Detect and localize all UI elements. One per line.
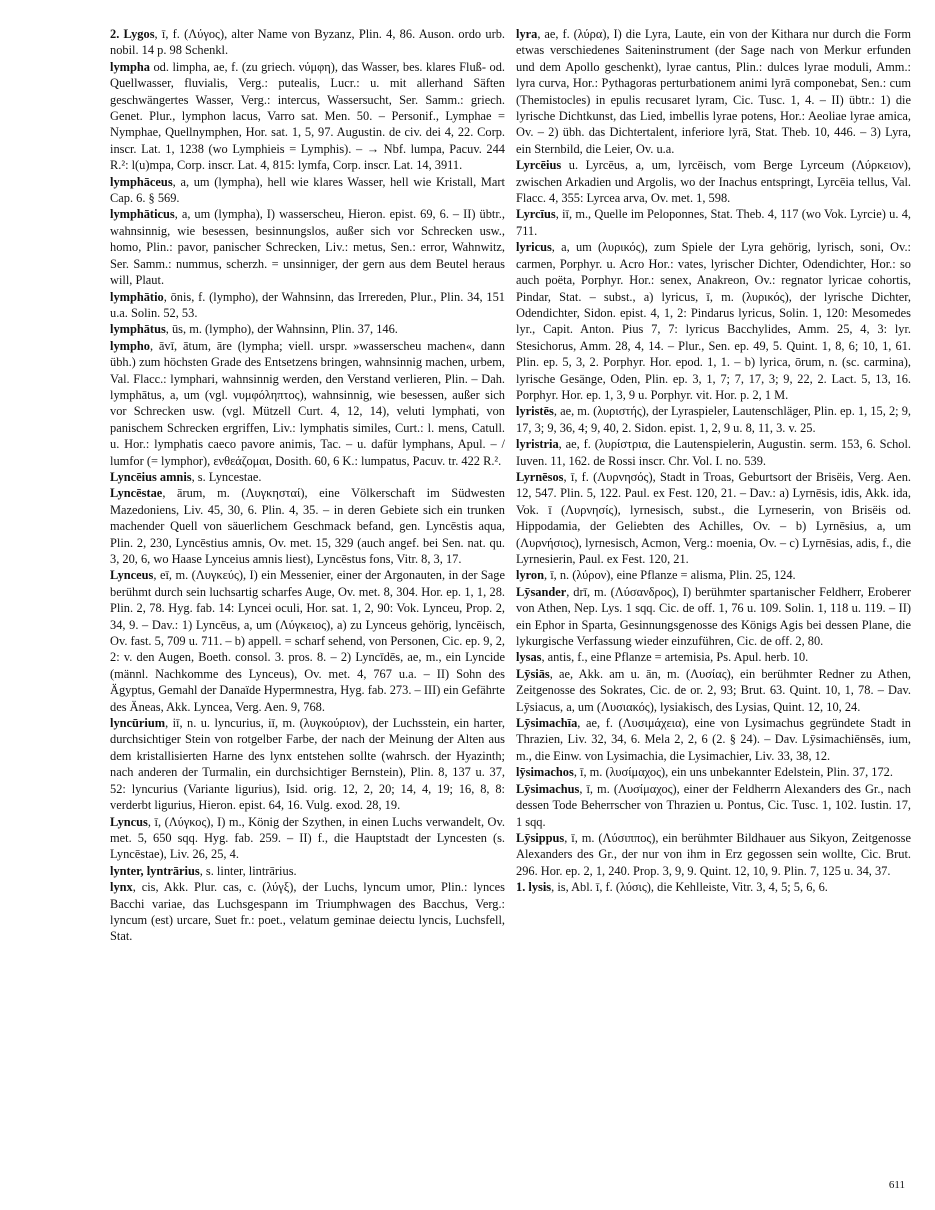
dictionary-entry: [516, 239, 911, 403]
entry-headword: Lyncēstae: [110, 486, 163, 501]
entry-headword: lyron: [516, 568, 544, 583]
entry-headword: lynter, lyntrārius: [110, 863, 200, 878]
entry-headword: Lȳsippus: [516, 830, 565, 845]
entry-body: , ī, m. (Λύσιππος), ein berühmter Bildhauer aus Sikyon, Zeitgenosse Alexanders des Gr., der nur von ihm in Erz gegossen sein wollte, Cic. Brut. 296. Hor. ep. 2, 1, 240. Prop. 3, 9, 9. Quint. 12, 10, 9. Plin. 7, 125 u. 34, 37.: [516, 830, 911, 878]
entry-headword: lyricus: [516, 240, 552, 255]
entry-body: , is, Abl. ī, f. (λύσις), die Kehlleiste, Vitr. 3, 4, 5; 5, 6, 6.: [551, 880, 828, 895]
dictionary-entry: [516, 567, 911, 583]
entry-body: , s. linter, lintrārius.: [199, 863, 297, 878]
entry-headword: lynx: [110, 880, 133, 895]
entry-body: , ūs, m. (lympho), der Wahnsinn, Plin. 37, 146.: [165, 322, 398, 337]
entry-headword: lysas: [516, 650, 542, 665]
dictionary-entry: [110, 814, 505, 863]
right-column: [516, 26, 911, 896]
dictionary-entry: [516, 649, 911, 665]
dictionary-entry: [110, 174, 505, 207]
entry-body: , ī, (Λύγκος), I) m., König der Szythen, in einen Luchs verwandelt, Ov. met. 5, 650 sqq. Hyg. fab. 259. – II) f., die Hauptstadt der Lyncesten (s. Lyncēstae), Liv. 26, 25, 4.: [110, 814, 505, 862]
entry-body: , ī, m. (λυσίμαχος), ein uns unbekannter Edelstein, Plin. 37, 172.: [573, 765, 893, 780]
dictionary-entry: [516, 206, 911, 239]
entry-body: , cis, Akk. Plur. cas, c. (λύγξ), der Luchs, lyncum umor, Plin.: lynces Bacchi variae, das Luchsgespann im Triumphwagen des Bacchus, Verg.: lyncum (est) urcare, Suet fr.: poet., velatum geminae deiectu lyncis, Luchsfell, Stat.: [110, 880, 505, 944]
entry-headword: lympha: [110, 59, 150, 74]
dictionary-entry: [110, 59, 505, 174]
entry-headword: lympho: [110, 338, 150, 353]
entry-headword: lyncūrium: [110, 716, 166, 731]
dictionary-entry: [110, 289, 505, 322]
dictionary-entry: [516, 26, 911, 157]
entry-headword: Lȳsander: [516, 584, 567, 599]
dictionary-entry: [110, 206, 505, 288]
entry-body: , a, um (λυρικός), zum Spiele der Lyra gehörig, lyrisch, soni, Ov.: carmen, Porphyr. u. Acro Hor.: vates, lyrischer Dichter, Odendichter, Hor.: so auch poëta, Porphyr. Hor.: senex, Anakreon, Ov.: regnator lyricae cohortis, Pindar, Stat. – subst., a) lyricus, ī, m. (λυρικός), der lyrische Dichter, Odendichter, Sidon. epist. 4, 1, 2: Pindarus lyricus, Solin. 1, 120: Mesomedes lyr., Capit. Anton. Pius 7, 7: lyricus Bacchylides, Amm. 25, 4, 3: lyr. Stesichorus, Amm. 28, 4, 14. – Plur., Sen. ep. 49, 5. Quint. 1, 8, 6; 10, 1, 61. Plin. ep. 5, 3, 2. Porphyr. Hor. epod. 1, 1. – b) lyrica, ōrum, n. (sc. carmina), lyrische Gesänge, Oden, Plin. ep. 3, 1, 7; 7, 17, 3; 9, 22, 2. Lact. 5, 13, 16. Porphyr. Hor. ep. 1, 3, 9 u. Porphyr. vit. Hor. p. 2, 1 M.: [516, 240, 911, 402]
dictionary-entry: [516, 403, 911, 436]
entry-body: , ī, f. (Λύγος), alter Name von Byzanz, Plin. 4, 86. Auson. ordo urb. nobil. 14 p. 98 Schenkl.: [110, 27, 505, 58]
left-column: [110, 26, 505, 945]
entry-headword: Lȳsimachīa: [516, 716, 578, 731]
entry-body: , a, um (lympha), hell wie klares Wasser, hell wie Kristall, Mart Cap. 6. § 569.: [110, 174, 505, 206]
dictionary-entry: [516, 157, 911, 206]
entry-body: , ae, Akk. am u. ān, m. (Λυσίας), ein berühmter Redner zu Athen, Zeitgenosse des Sokrates, Cic. de or. 2, 93; Brut. 63. Quint. 10, 1, 78. – Dav. Lȳsiacus, a, um (Λυσιακός), lysiakisch, des Lysias, Quint. 12, 10, 24.: [516, 666, 911, 714]
entry-body: , ae, f. (Λυσιμάχεια), eine von Lysimachus gegründete Stadt in Thrazien, Liv. 32, 34, 6. Mela 2, 2, 6 (2. § 24). – Dav. Lȳsimachiēnsēs, ium, m., die Einw. von Lysimachia, die Lysimachier, Liv. 33, 38, 12.: [516, 716, 911, 763]
entry-headword: Lyncēius amnis: [110, 469, 192, 484]
entry-headword: Lyncus: [110, 814, 148, 829]
entry-body: , antis, f., eine Pflanze = artemisia, Ps. Apul. herb. 10.: [541, 650, 809, 665]
entry-headword: Lyrnēsos: [516, 469, 564, 484]
entry-body: od. limpha, ae, f. (zu griech. νύμφη), das Wasser, bes. klares Fluß- od. Quellwasser, fluvialis, Verg.: putealis, Lucr.: u. mit allerhand Säften geschwängertes Wasser, Verg.: intercus, Wassersucht, Ser. Samm.: griech. Genet. Plur., lymphon lacus, Varro sat. Men. 50. – Personif., Lymphae = Nymphae, Quellnymphen, Hor. sat. 1, 5, 97. Augustin. de civ. dei 4, 22. Corp. inscr. Lat. 1, 1238 (wo Lymphieis = Lymphis). – → Nbf. lumpa, Pacuv. 244 R.²: l(u)mpa, Corp. inscr. Lat. 4, 815: lymfa, Corp. inscr. Lat. 14, 3911.: [110, 59, 505, 173]
page-number: 611: [888, 1179, 905, 1191]
entry-headword: lyristria: [516, 437, 559, 452]
entry-headword: lyristēs: [516, 404, 554, 419]
entry-headword: lymphātio: [110, 289, 164, 304]
dictionary-entry: [516, 584, 911, 650]
entry-body: , a, um (lympha), I) wasserscheu, Hieron. epist. 69, 6. – II) übtr., wahnsinnig, wie besessen, besinnungslos, außer sich vor Schrecken usw., homo, Plin.: pavor, panischer Schrecken, Liv.: metus, Sen.: error, Wahnwitz, Ser. Samm.: nummus, scherzh. = unsinniger, der gern aus dem Beutel heraus will, Plaut.: [110, 207, 505, 288]
entry-headword: Lȳsimachus: [516, 781, 580, 796]
dictionary-entry: [110, 879, 505, 945]
dictionary-entry: [516, 666, 911, 715]
entry-body: u. Lyrcēus, a, um, lyrcēisch, vom Berge Lyrceum (Λύρκειον), zwischen Arkadien und Argolis, wo der Inachus entspringt, Lyrcēia tellus, Val. Flacc. 4, 355: Lyrcea arva, Ov. met. 1, 598.: [516, 158, 911, 206]
entry-body: , ī, m. (Λυσίμαχος), einer der Feldherrn Alexanders des Gr., nach dessen Tode Beherrscher von Thrazien u. Pontus, Cic. Tusc. 1, 102. Iustin. 17, 1 sqq.: [516, 781, 911, 829]
entry-body: , āvī, ātum, āre (lympha; viell. urspr. »wasserscheu machen«, dann übh.) zum höchsten Grade des Entsetzens bringen, wahnsinnig machen, urbem, Val. Flacc.: lymphari, wahnsinnig werden, den Verstand verlieren, Plin. – Dah. lymphātus, a, um (vgl. νυμφόληπτος), wahnsinnig, wie besessen, außer sich vor Schrecken usw. (vgl. Mützell Curt. 4, 12, 14), veluti lymphati, von panischem Schrecken ergriffen, Liv.: lymphatis similes, Curt.: l. mens, Catull. u. Hor.: lymphatis caeco pavore animis, Tac. – u. dafür lymphans, Apul. – / lumfor (= lymphor), ενθεάζομαι, Dosith. 60, 6 K.: lumpatus, Pacuv. tr. 422 R.².: [110, 338, 505, 468]
dictionary-entry: [110, 321, 505, 337]
entry-headword: lyra: [516, 27, 538, 41]
entry-body: , ae, m. (λυριστής), der Lyraspieler, Lautenschläger, Plin. ep. 1, 15, 2; 9, 17, 3; 9, 36, 4; 9, 40, 2. Sidon. epist. 1, 2, 9 u. 8, 11, 3. v. 25.: [516, 404, 911, 435]
dictionary-entry: [516, 715, 911, 764]
entry-headword: lymphāticus: [110, 207, 175, 222]
dictionary-entry: [516, 879, 911, 895]
dictionary-entry: [516, 781, 911, 830]
dictionary-entry: [110, 863, 505, 879]
dictionary-entry: [110, 338, 505, 469]
entry-headword: Lynceus: [110, 568, 154, 583]
entry-body: , s. Lyncestae.: [191, 469, 262, 484]
entry-body: , eī, m. (Λυγκεύς), I) ein Messenier, einer der Argonauten, in der Sage berühmt durch sein luchsartig scharfes Auge, Ov. met. 8, 304. Hor. ep. 1, 1, 28. Plin. 2, 78. Hyg. fab. 14: Lyncei oculi, Hor. sat. 1, 2, 90: Vok. Lynceu, Prop. 2, 34, 9. – Dav.: 1) Lyncēus, a, um (Λύγκειος), a) zu Lynceus gehörig, lyncēisch, Ov. fast. 5, 709 u. 711. – b) appell. = scharf sehend, von Personen, Cic. ep. 9, 2, 2: v. den Augen, Boeth. consol. 3. pros. 8. – 2) Lyncīdēs, ae, m., ein Lyncide (männl. Nachkomme des Lynceus), Ov. met. 4, 767 u.a. – II) Sohn des Ägyptus, Gemahl der Danaïde Hypermnestra, Hyg. fab. 273. – III) ein Gefährte des Äneas, Akk. Lyncea, Verg. Aen. 9, 768.: [110, 568, 505, 714]
entry-body: , ae, f. (λυρίστρια, die Lautenspielerin, Augustin. serm. 153, 6. Schol. Iuven. 11, 162. de Rossi inscr. Chr. Vol. I. no. 539.: [516, 437, 911, 468]
entry-body: , iī, m., Quelle im Peloponnes, Stat. Theb. 4, 117 (wo Vok. Lyrcie) u. 4, 711.: [516, 207, 911, 238]
dictionary-entry: [516, 830, 911, 879]
dictionary-entry: [110, 26, 505, 59]
dictionary-entry: [110, 567, 505, 715]
entry-body: , iī, n. u. lyncurius, iī, m. (λυγκούριον), der Luchsstein, ein harter, durchsichtiger Stein von rotgelber Farbe, der nach der Meinung der Alten aus dem kristallisierten Harne des lynx entstehen sollte (wahrsch. der Hyazinth; nach anderen der Turmalin, ein durchsichtiger Bernstein), Plin. 8, 137 u. 37, 52: lyncurius (Variante ligurius), Isid. orig. 12, 2, 20; 14, 4, 19; 16, 8, 8: verderbt ligurius, Hieron. epist. 64, 16. Vulg. exod. 28, 19.: [110, 716, 505, 813]
entry-headword: Lyrcēius: [516, 158, 562, 173]
entry-headword: lymphātus: [110, 322, 166, 337]
entry-headword: 2. Lygos: [110, 27, 155, 41]
entry-body: , ārum, m. (Λυγκησταί), eine Völkerschaft im Südwesten Mazedoniens, Liv. 45, 30, 6. Plin. 4, 35. – in deren Gebiete sich ein trunken machender Quell von säuerlichem Geschmack befand, gen. Lyncēstis aqua, Plin. 2, 230, Lyncēstius amnis, Ov. met. 15, 329 (auch angef. bei Sen. nat. qu. 3, 20, 6, wo Haase Lynceius amnis liest), Lyncēstus fons, Vitr. 8, 3, 17.: [110, 486, 505, 566]
dictionary-entry: [110, 715, 505, 813]
dictionary-entry: [516, 469, 911, 567]
entry-headword: lymphāceus: [110, 174, 173, 189]
entry-body: , drī, m. (Λύσανδρος), I) berühmter spartanischer Feldherr, Eroberer von Athen, Nep. Lys. 1 sqq. Cic. de off. 1, 76 u. 109. Solin. 1, 118 u. 119. – II) ein Ephor in Sparta, Gesinnungsgenosse des Königs Agis bei dessen Plane, die lykurgische Verfassung wieder einzuführen, Cic. de off. 2, 80.: [516, 584, 911, 649]
entry-body: , ī, n. (λύρον), eine Pflanze = alisma, Plin. 25, 124.: [544, 568, 796, 583]
dictionary-entry: [516, 764, 911, 780]
entry-headword: 1. lysis: [516, 880, 552, 895]
entry-headword: Lyrcīus: [516, 207, 556, 222]
entry-headword: lȳsimachos: [516, 765, 574, 780]
entry-body: , ae, f. (λύρα), I) die Lyra, Laute, ein von der Kithara nur durch die Form etwas verschiedenes Saiteninstrument (der Sage nach von Merkur erfunden und dem Apollo geschenkt), lyrae cantus, Plin.: dulces lyrae moduli, Amm.: lyra curva, Hor.: Pythagoras perturbationem animi lyrā componebat, Sen.: cum (Themistocles) in epulis recusaret lyram, Cic. Tusc. 1, 4. – II) übtr.: 1) die lyrische Dichtkunst, das Lied, imbellis lyrae potens, Hor.: Aeoliae lyrae amica, Ov. – 2) übh. das Dichtertalent, inferiore lyrā, Stat. Theb. 10, 446. – 3) Lyra, ein Sternbild, die Leier, Ov. u.a.: [516, 27, 911, 156]
entry-body: , ī, f. (Λυρνησός), Stadt in Troas, Geburtsort der Brisëis, Verg. Aen. 12, 547. Plin. 5, 122. Paul. ex Fest. 120, 21. – Dav.: a) Lyrnēsis, idis, Akk. ida, Vok. ī (Λυρνησίς), lyrnesisch, subst., die Lyrneserin, von Brisëis od. Hippodamia, der Geliebten des Achilles, Ov. – b) Lyrnēsius, a, um (Λυρνήσιος), lyrnesisch, Acmon, Verg.: moenia, Ov. – c) Lyrnēsias, adis, f., die Lyrnesierin, Paul. ex Fest. 120, 21.: [516, 469, 911, 566]
dictionary-entry: [110, 485, 505, 567]
entry-body: , ōnis, f. (lympho), der Wahnsinn, das Irrereden, Plur., Plin. 34, 151 u.a. Solin. 52, 53.: [110, 289, 505, 320]
dictionary-entry: [516, 436, 911, 469]
entry-headword: Lȳsiās: [516, 666, 550, 681]
dictionary-entry: [110, 469, 505, 485]
